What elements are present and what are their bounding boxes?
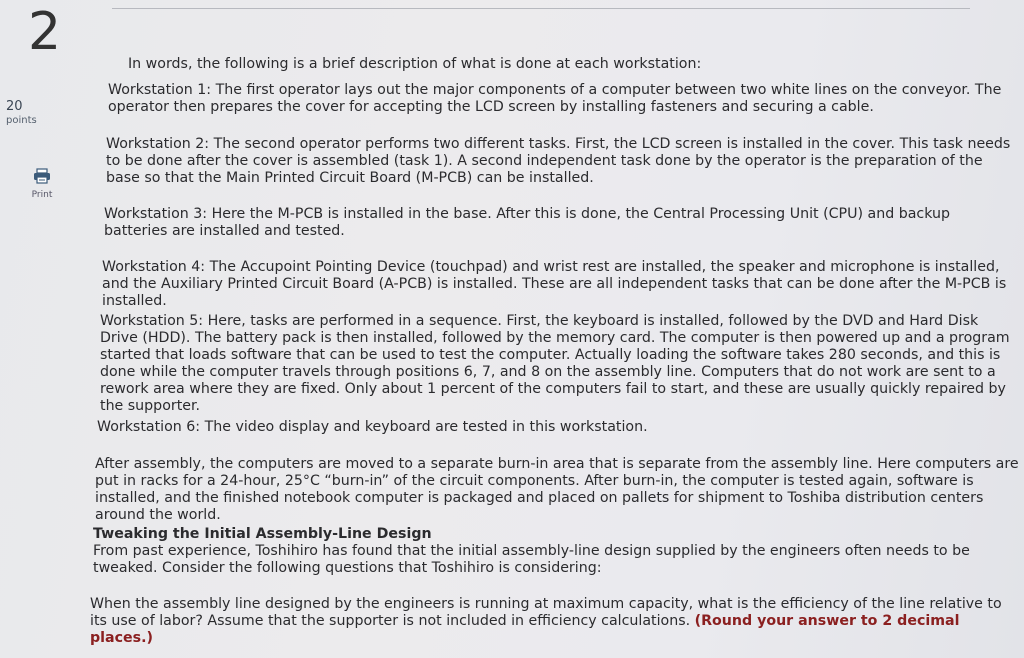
- intro-paragraph: In words, the following is a brief description of what is done at each workstation:: [128, 56, 702, 72]
- workstation-5-paragraph: Workstation 5: Here, tasks are performed in a sequence. First, the keyboard is installed, followed by the DVD and Hard Disk Drive (HDD). The battery pack is then installed, followed by the memory card. The computer is then powered up and a program started that loads software that can be used to test the computer. Actually loading the software takes 280 seconds, and this is done while the computer travels through positions 6, 7, and 8 on the assembly line. Computers that do not work are sent to a rework area where they are fixed. Only about 1 percent of the computers fail to start, and these are usually quickly repaired by the supporter.: [100, 313, 1010, 414]
- workstation-6-paragraph: Workstation 6: The video display and keyboard are tested in this workstation.: [97, 419, 648, 435]
- print-label: Print: [31, 190, 53, 200]
- workstation-2-paragraph: Workstation 2: The second operator performs two different tasks. First, the LCD screen is installed in the cover. This task needs to be done after the cover is assembled (task 1). A second independent task done by the operator is the preparation of the base so that the Main Printed Circuit Board (M-PCB) can be installed.: [106, 136, 1011, 186]
- workstation-1-paragraph: Workstation 1: The first operator lays out the major components of a computer between two white lines on the conveyor. The operator then prepares the cover for accepting the LCD screen by installing fasteners and securing a cable.: [108, 82, 1002, 115]
- print-button[interactable]: [24, 168, 60, 200]
- points-unit: points: [6, 115, 37, 126]
- printer-icon: [24, 168, 60, 184]
- tweaking-section: [93, 526, 1021, 577]
- workstation-4-paragraph: Workstation 4: The Accupoint Pointing Device (touchpad) and wrist rest are installed, the speaker and microphone is installed, and the Auxiliary Printed Circuit Board (A-PCB) is installed. These are all independent tasks that can be done after the M-PCB is installed.: [102, 259, 1007, 309]
- rounding-instruction: (Round your answer to 2 decimal places.): [90, 613, 960, 646]
- after-assembly-paragraph: After assembly, the computers are moved to a separate burn-in area that is separate from the assembly line. Here computers are put in racks for a 24-hour, 25°C “burn-in” of the circuit components. After burn-in, the computer is tested again, software is installed, and the finished notebook computer is packaged and placed on pallets for shipment to Toshiba distribution centers around the world.: [95, 456, 1019, 523]
- points-indicator: [6, 100, 56, 128]
- points-value: 20: [6, 99, 23, 114]
- header-divider: [112, 8, 970, 9]
- workstation-3-paragraph: Workstation 3: Here the M-PCB is installed in the base. After this is done, the Central Processing Unit (CPU) and backup batteries are installed and tested.: [104, 206, 950, 239]
- question-text: When the assembly line designed by the engineers is running at maximum capacity, what is the efficiency of the line relative to its use of labor? Assume that the supporter is not included in efficiency calculations.: [90, 596, 1002, 629]
- question-number: 2: [28, 2, 62, 62]
- question-paragraph: [90, 596, 1022, 647]
- section-heading: Tweaking the Initial Assembly-Line Design: [93, 526, 432, 542]
- section-body: From past experience, Toshihiro has found that the initial assembly-line design supplied by the engineers often needs to be tweaked. Consider the following questions that Toshihiro is considering:: [93, 543, 970, 576]
